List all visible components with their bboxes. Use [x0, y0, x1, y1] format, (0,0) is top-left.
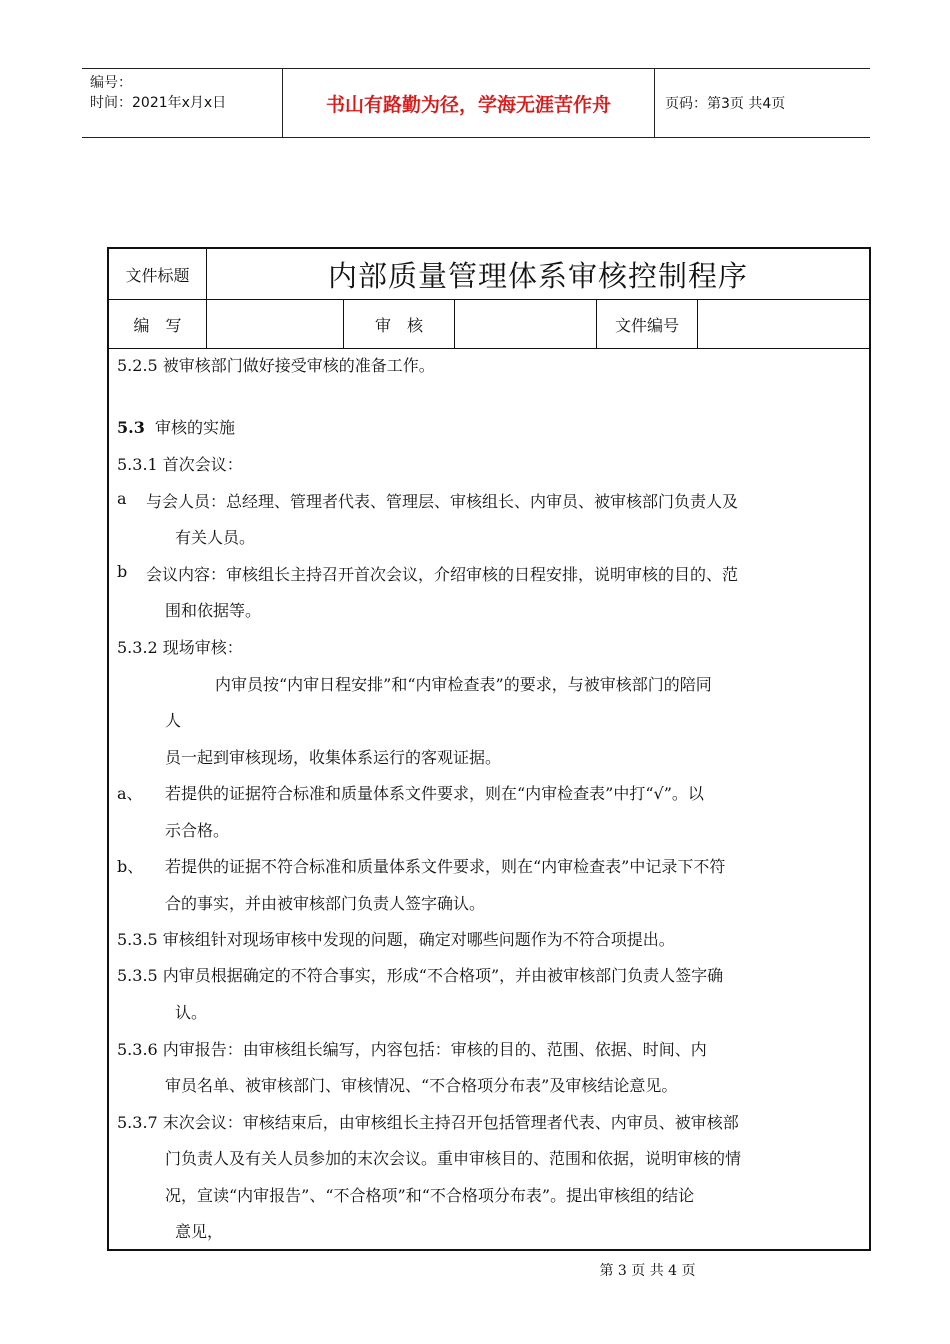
header-motto: 书山有路勤为径，学海无涯苦作舟: [325, 93, 611, 116]
body-line: 员一起到审核现场，收集体系运行的客观证据。: [165, 748, 502, 767]
body-line: 5.3.7 末次会议：审核结束后，由审核组长主持召开包括管理者代表、内审员、被审核部: [117, 1113, 739, 1132]
body-line: 会议内容：审核组长主持召开首次会议，介绍审核的日程安排，说明审核的目的、范: [146, 565, 739, 584]
body-line: 人: [165, 711, 182, 730]
body-line: 内审员按“内审日程安排”和“内审检查表”的要求，与被审核部门的陪同: [215, 675, 712, 694]
header-divider: [654, 69, 655, 137]
reviewer-value[interactable]: [455, 300, 596, 348]
body-line: 5.3.1 首次会议：: [117, 455, 243, 474]
list-marker: a: [117, 489, 127, 508]
body-line: 认。: [175, 1003, 208, 1022]
body-line: 5.3.6 内审报告：由审核组长编写，内容包括：审核的目的、范围、依据、时间、内: [117, 1040, 707, 1059]
header-meta: [90, 73, 280, 113]
body-line: 若提供的证据符合标准和质量体系文件要求，则在“内审检查表”中打“√”。以: [165, 784, 704, 803]
section-title: 审核的实施: [155, 418, 236, 437]
writer-label: 编 写: [133, 315, 182, 335]
body-line: 有关人员。: [175, 528, 256, 547]
body-line: 5.3.5 审核组针对现场审核中发现的问题，确定对哪些问题作为不符合项提出。: [117, 930, 675, 949]
body-line: 5.3.2 现场审核：: [117, 638, 243, 657]
body-line: 门负责人及有关人员参加的末次会议。重申审核目的、范围和依据，说明审核的情: [165, 1149, 742, 1168]
document-frame: [107, 247, 871, 1251]
body-line: 合的事实，并由被审核部门负责人签字确认。: [165, 894, 486, 913]
title-row: [109, 249, 869, 300]
list-marker: b、: [117, 857, 144, 876]
body-line: 5.2.5 被审核部门做好接受审核的准备工作。: [117, 356, 435, 375]
body-line: 意见，: [175, 1222, 224, 1241]
time-label: 时间：2021年x月x日: [90, 95, 227, 111]
list-marker: b: [117, 562, 128, 581]
code-label: 编号：: [90, 75, 132, 91]
doc-no-label: 文件编号: [614, 315, 679, 335]
header-page-label: 页码：第3页 共4页: [665, 96, 786, 112]
signoff-row: [109, 300, 869, 349]
page-header: [82, 68, 870, 138]
body-line: 5.3.5 内审员根据确定的不符合事实，形成“不合格项”，并由被审核部门负责人签字确: [117, 966, 724, 985]
body-line: 若提供的证据不符合标准和质量体系文件要求，则在“内审检查表”中记录下不符: [165, 857, 726, 876]
body-line: 审员名单、被审核部门、审核情况、“不合格项分布表”及审核结论意见。: [165, 1076, 678, 1095]
document-title: 内部质量管理体系审核控制程序: [327, 258, 748, 293]
section-heading: [117, 415, 235, 438]
page-footer: 第 3 页 共 4 页: [599, 1263, 696, 1279]
body-line: 与会人员：总经理、管理者代表、管理层、审核组长、内审员、被审核部门负责人及: [146, 492, 739, 511]
body-line: 示合格。: [165, 821, 230, 840]
list-marker: a、: [117, 784, 143, 803]
reviewer-label: 审 核: [374, 315, 423, 335]
title-label: 文件标题: [125, 265, 190, 285]
body-line: 况，宣读“内审报告”、“不合格项”和“不合格项分布表”。提出审核组的结论: [165, 1186, 695, 1205]
body-line: 围和依据等。: [165, 601, 262, 620]
section-number: 5.3: [117, 418, 145, 437]
writer-value[interactable]: [207, 300, 343, 348]
doc-no-value[interactable]: [698, 300, 869, 348]
